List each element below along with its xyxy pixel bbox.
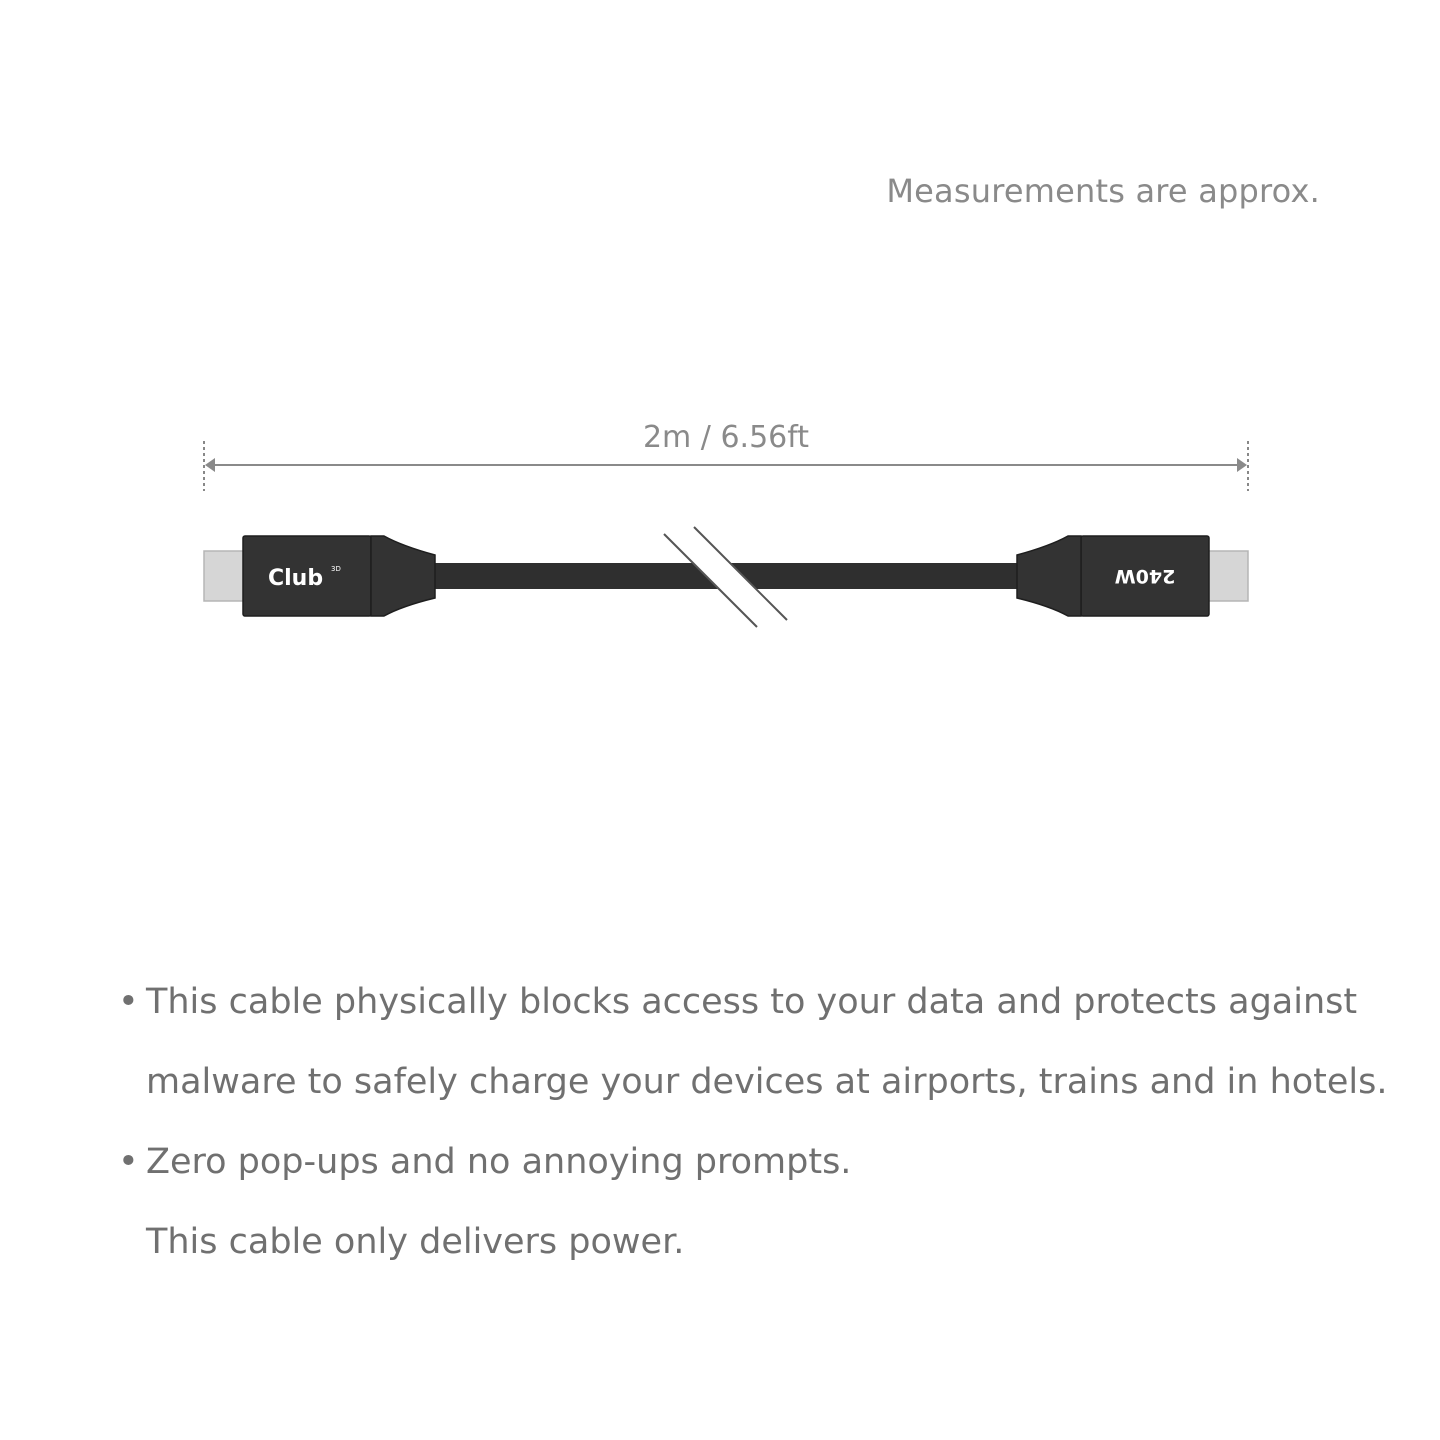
right-connector-boot bbox=[1017, 536, 1081, 616]
left-plug-tip bbox=[204, 551, 244, 601]
feature-text: malware to safely charge your devices at airports, trains and in hotels. bbox=[146, 1062, 1388, 1102]
power-rating-label: 240W bbox=[1114, 565, 1176, 587]
feature-item bbox=[118, 962, 1388, 1122]
feature-text: Zero pop-ups and no annoying prompts. bbox=[146, 1142, 852, 1182]
dimension-label: 2m / 6.56ft bbox=[642, 420, 810, 455]
bullet-dot: • bbox=[118, 982, 139, 1022]
bullet-dot: • bbox=[118, 1142, 139, 1182]
right-plug-tip bbox=[1208, 551, 1248, 601]
feature-item bbox=[118, 1122, 1378, 1282]
feature-list bbox=[118, 962, 1388, 1282]
club-logo-badge: 3D bbox=[331, 565, 341, 573]
feature-text: This cable only delivers power. bbox=[146, 1222, 685, 1262]
club-logo-text: Club bbox=[268, 566, 324, 591]
left-connector-boot bbox=[371, 536, 435, 616]
feature-text: This cable physically blocks access to your data and protects against bbox=[146, 982, 1358, 1022]
measurement-note: Measurements are approx. bbox=[886, 172, 1320, 210]
dimension-arrow bbox=[204, 441, 1248, 491]
